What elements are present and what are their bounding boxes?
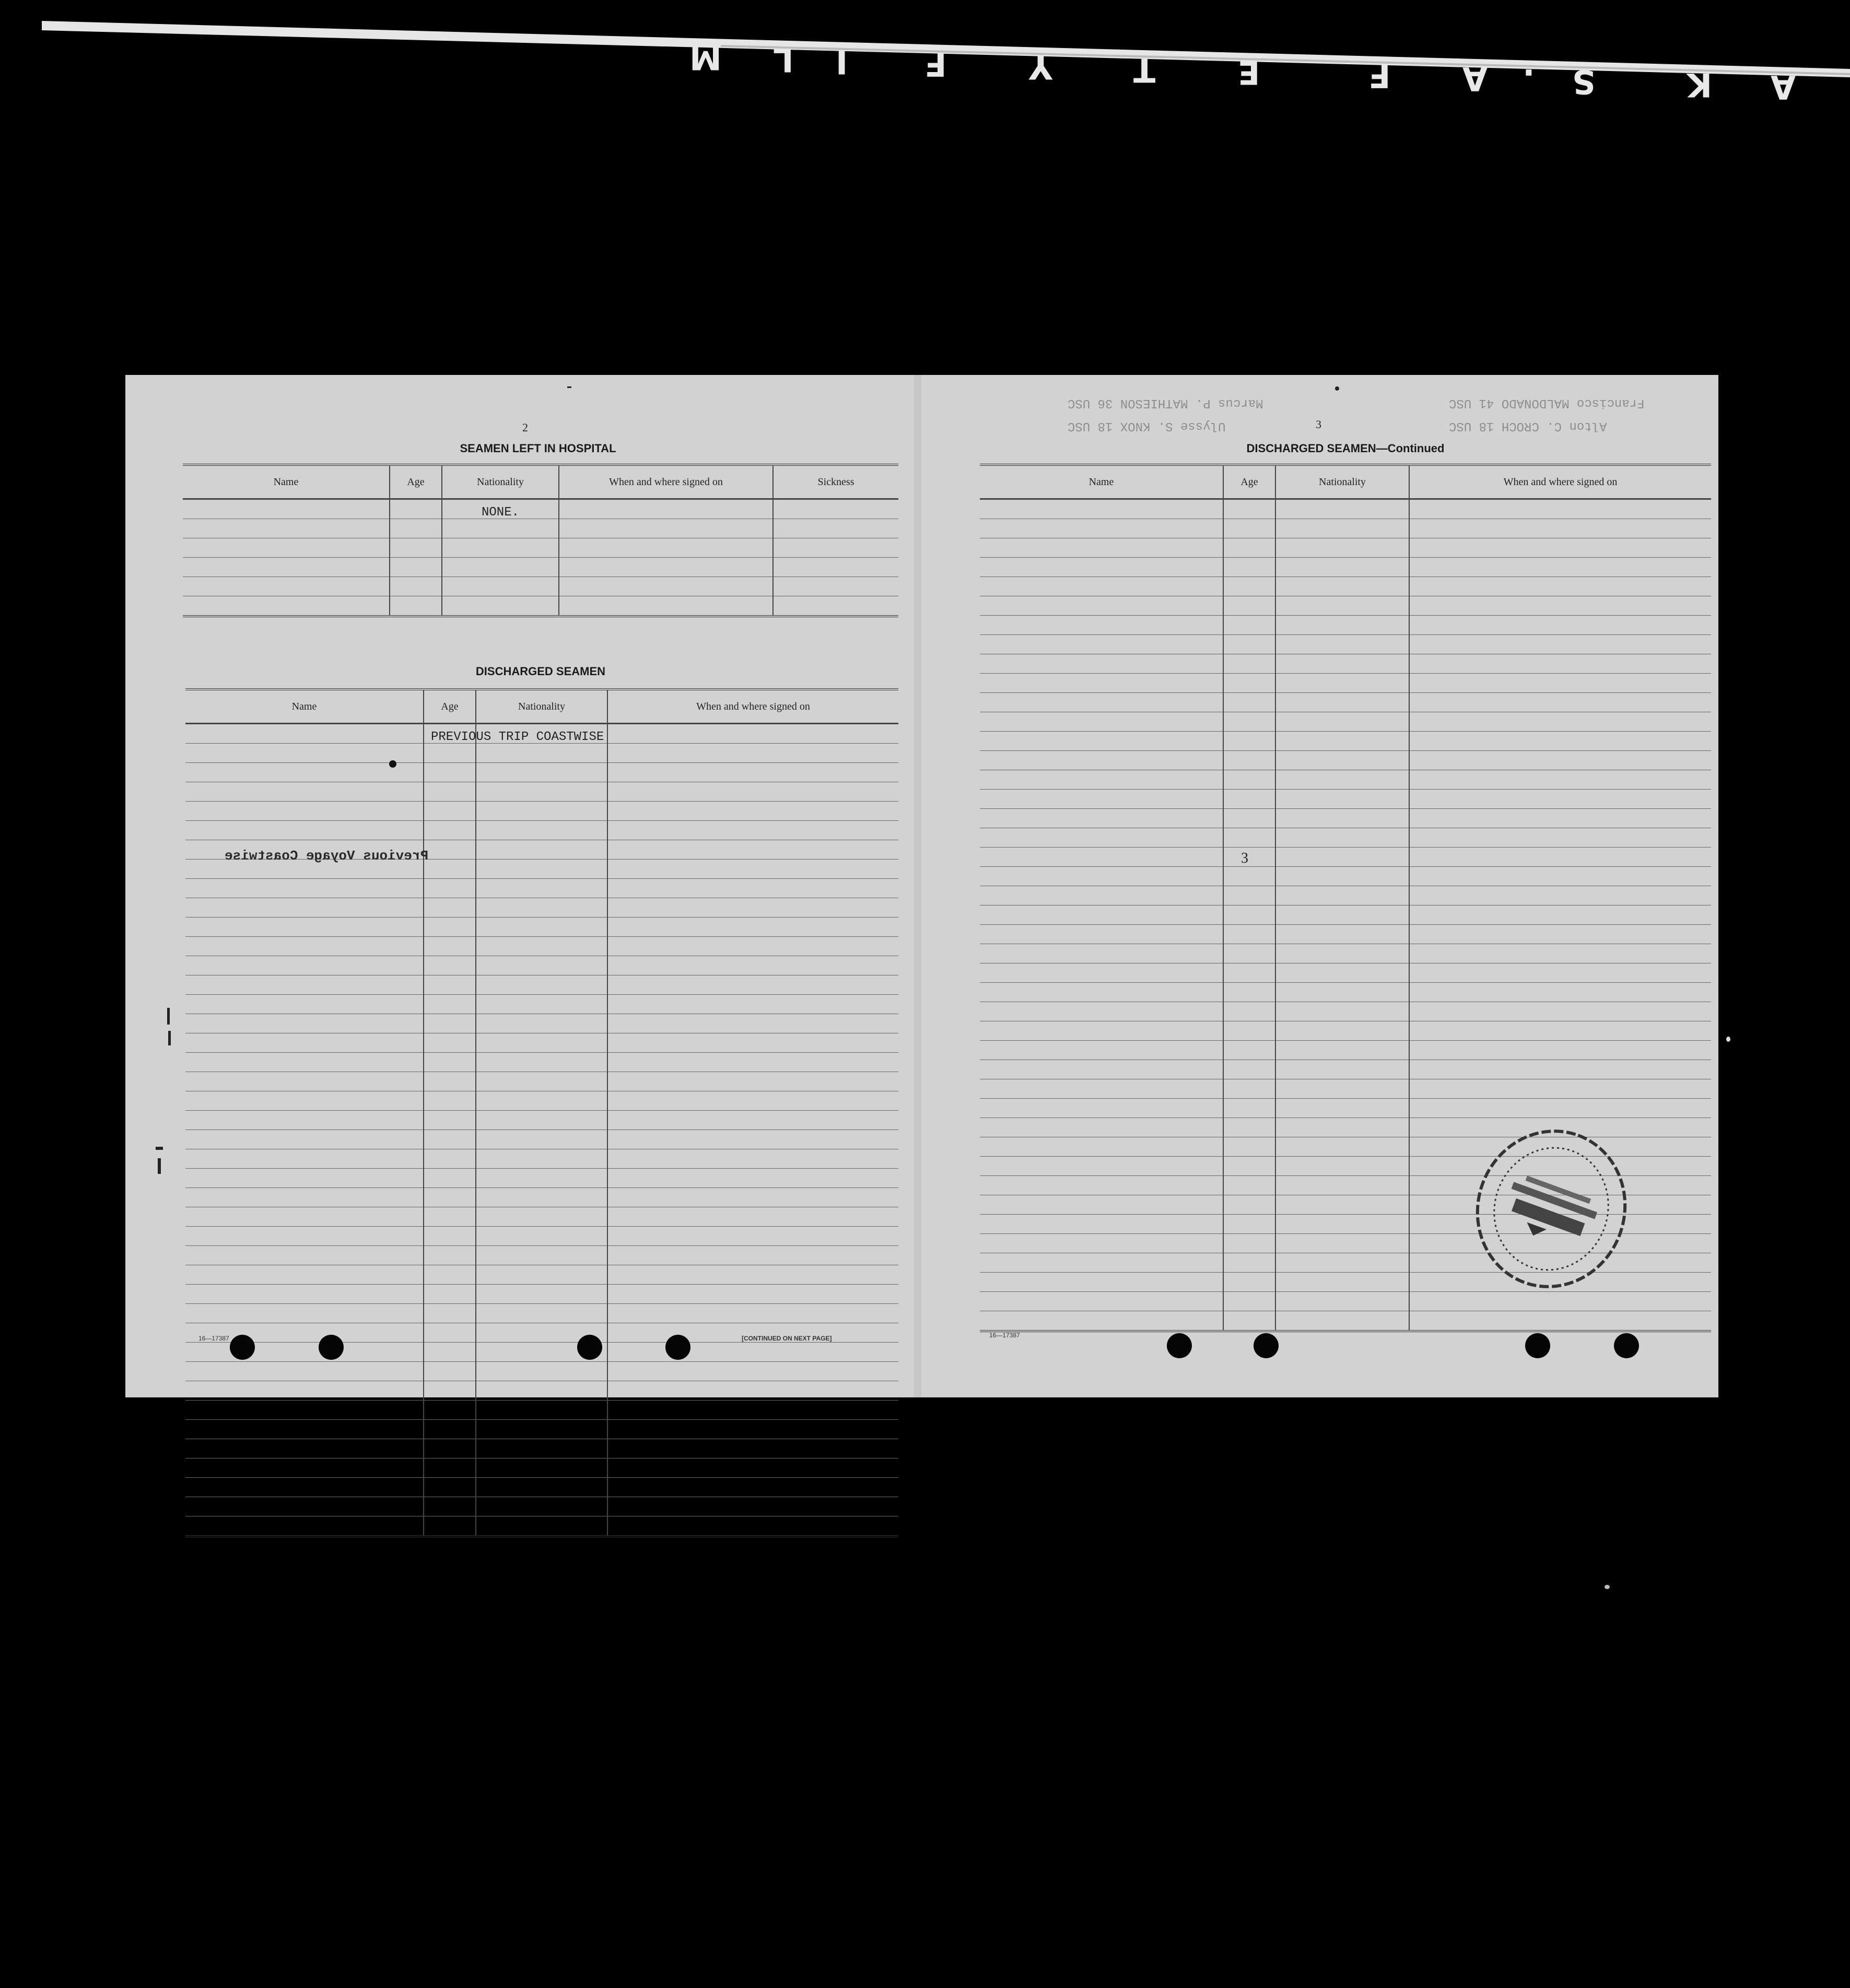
- discharged-section-title: DISCHARGED SEAMEN: [475, 665, 606, 678]
- handwritten-mark: 3: [1241, 850, 1248, 866]
- table-row: [980, 519, 1711, 538]
- table-row: [980, 751, 1711, 770]
- table-row: [980, 886, 1711, 905]
- table-row: [185, 1458, 898, 1478]
- table-row: [980, 1079, 1711, 1099]
- column-header-signed-on: When and where signed on: [607, 689, 898, 724]
- table-row: [980, 577, 1711, 596]
- table-row: [980, 732, 1711, 751]
- table-row: [185, 1111, 898, 1130]
- form-number: 16—17387: [198, 1335, 229, 1342]
- punch-hole: [1167, 1333, 1192, 1358]
- column-header-sickness: Sickness: [773, 465, 898, 499]
- film-letter: M: [689, 39, 722, 77]
- table-row: [185, 1246, 898, 1265]
- table-row: [185, 937, 898, 956]
- table-row: [185, 1130, 898, 1149]
- film-letter: A: [1771, 68, 1796, 106]
- film-letter: K: [1687, 66, 1713, 104]
- film-letter: .: [1523, 62, 1535, 100]
- table-row: [185, 1072, 898, 1091]
- table-row: [185, 1285, 898, 1304]
- table-row: [185, 1439, 898, 1458]
- table-row: [185, 995, 898, 1014]
- table-row: [185, 879, 898, 898]
- table-row: [185, 1381, 898, 1401]
- bleed-through-line: Alton C. CROCH 18 USC: [1449, 419, 1607, 433]
- film-letter: F: [1368, 56, 1391, 95]
- mirrored-voyage-stamp: Previous Voyage Coastwise: [225, 848, 429, 864]
- table-row: [185, 821, 898, 840]
- table-row: [185, 1053, 898, 1072]
- table-row: [185, 1169, 898, 1188]
- margin-mark: [167, 1008, 170, 1025]
- film-speck: [1726, 1037, 1730, 1042]
- table-row: [185, 1478, 898, 1497]
- table-row: [980, 654, 1711, 674]
- table-row: [183, 558, 898, 577]
- table-row: [980, 538, 1711, 558]
- table-row: [980, 635, 1711, 654]
- film-letter: Y: [1029, 48, 1052, 86]
- table-header-row: [185, 689, 898, 724]
- punch-hole: [577, 1335, 602, 1360]
- top-mark: [1335, 386, 1339, 391]
- table-row: [185, 1188, 898, 1207]
- table-row: [185, 1304, 898, 1323]
- column-header-nationality: Nationality: [1275, 465, 1409, 499]
- film-letter: S: [1572, 63, 1596, 101]
- table-row: [185, 1516, 898, 1537]
- punch-hole: [1614, 1333, 1639, 1358]
- table-row: [185, 917, 898, 937]
- column-header-nationality: Nationality: [442, 465, 559, 499]
- column-header-name: Name: [980, 465, 1223, 499]
- table-row: [183, 596, 898, 617]
- table-row: [980, 499, 1711, 519]
- film-letter: T: [1133, 51, 1156, 89]
- table-row: [980, 1041, 1711, 1060]
- table-row: [980, 867, 1711, 886]
- table-row: [185, 782, 898, 802]
- table-row: [980, 1311, 1711, 1332]
- film-edge-code: [679, 39, 1849, 110]
- table-row: [185, 1014, 898, 1033]
- table-row: [185, 1401, 898, 1420]
- discharged-continued-title: DISCHARGED SEAMEN—Continued: [1246, 442, 1445, 455]
- discharged-entry: PREVIOUS TRIP COASTWISE: [431, 730, 604, 744]
- table-row: [980, 1099, 1711, 1118]
- margin-mark: [158, 1158, 161, 1174]
- table-row: [980, 693, 1711, 712]
- table-row: [980, 963, 1711, 983]
- table-row: [980, 1021, 1711, 1041]
- table-row: [980, 944, 1711, 963]
- table-row: [980, 1060, 1711, 1079]
- table-row: [185, 1265, 898, 1285]
- column-header-name: Name: [183, 465, 390, 499]
- table-row: [980, 558, 1711, 577]
- table-row: [183, 538, 898, 558]
- film-letter: F: [924, 45, 947, 83]
- column-header-signed-on: When and where signed on: [559, 465, 773, 499]
- margin-mark: [168, 1031, 171, 1045]
- table-row: [980, 616, 1711, 635]
- table-row: [980, 925, 1711, 944]
- table-row: [185, 975, 898, 995]
- punch-hole: [1525, 1333, 1550, 1358]
- punch-hole: [230, 1335, 255, 1360]
- table-row: [185, 898, 898, 917]
- bleed-through-line: Marcus P. MATHIESON 36 USC: [1068, 396, 1263, 410]
- bleed-through-line: Francisco MALDONADO 41 USC: [1449, 396, 1645, 410]
- table-row: [185, 1362, 898, 1381]
- column-header-nationality: Nationality: [476, 689, 607, 724]
- table-row: [980, 828, 1711, 848]
- circular-stamp: [1457, 1123, 1645, 1295]
- table-row: [185, 1227, 898, 1246]
- table-row: [185, 1497, 898, 1516]
- table-row: [185, 802, 898, 821]
- hospital-entry: NONE.: [482, 505, 520, 520]
- film-letter: L: [773, 41, 794, 79]
- table-row: [980, 983, 1711, 1002]
- table-row: [980, 905, 1711, 925]
- table-row: [980, 712, 1711, 732]
- table-row: [185, 1207, 898, 1227]
- table-row: [980, 809, 1711, 828]
- table-row: [980, 596, 1711, 616]
- column-header-age: Age: [1223, 465, 1275, 499]
- table-row: [185, 1420, 898, 1439]
- column-header-name: Name: [185, 689, 424, 724]
- left-page: [125, 375, 914, 1397]
- table-row: [185, 744, 898, 763]
- table-row: [183, 519, 898, 538]
- table-row: [980, 790, 1711, 809]
- hospital-section-title: SEAMEN LEFT IN HOSPITAL: [460, 442, 616, 455]
- column-header-age: Age: [390, 465, 442, 499]
- discharged-table: [185, 688, 898, 1537]
- table-row: [183, 577, 898, 596]
- ink-blot: [389, 760, 396, 768]
- table-row: [185, 1033, 898, 1053]
- table-row: [185, 1149, 898, 1169]
- column-header-signed-on: When and where signed on: [1409, 465, 1711, 499]
- column-header-age: Age: [424, 689, 476, 724]
- continued-note: [CONTINUED ON NEXT PAGE]: [742, 1335, 832, 1342]
- hospital-table: [183, 464, 898, 617]
- table-row: [980, 1002, 1711, 1021]
- bleed-through-line: Ulysse S. KNOX 18 USC: [1068, 419, 1226, 433]
- punch-hole: [1254, 1333, 1279, 1358]
- margin-mark: [156, 1147, 163, 1150]
- punch-hole: [319, 1335, 344, 1360]
- table-row: [980, 770, 1711, 790]
- page-number: 2: [522, 421, 528, 434]
- page-number: 3: [1316, 418, 1321, 431]
- film-speck: [1605, 1585, 1610, 1589]
- table-header-row: [183, 465, 898, 499]
- page-fold: [914, 375, 921, 1397]
- film-letter: A: [1462, 60, 1488, 98]
- table-header-row: [980, 465, 1711, 499]
- table-row: [980, 674, 1711, 693]
- table-row: [185, 1343, 898, 1362]
- table-row: [183, 499, 898, 519]
- table-row: [980, 848, 1711, 867]
- top-mark: [567, 386, 571, 388]
- punch-hole: [665, 1335, 690, 1360]
- film-letter: I: [836, 43, 848, 81]
- table-row: [185, 956, 898, 975]
- table-row: [185, 763, 898, 782]
- table-row: [185, 1091, 898, 1111]
- film-letter: E: [1238, 53, 1260, 91]
- form-number: 16—17387: [989, 1332, 1020, 1339]
